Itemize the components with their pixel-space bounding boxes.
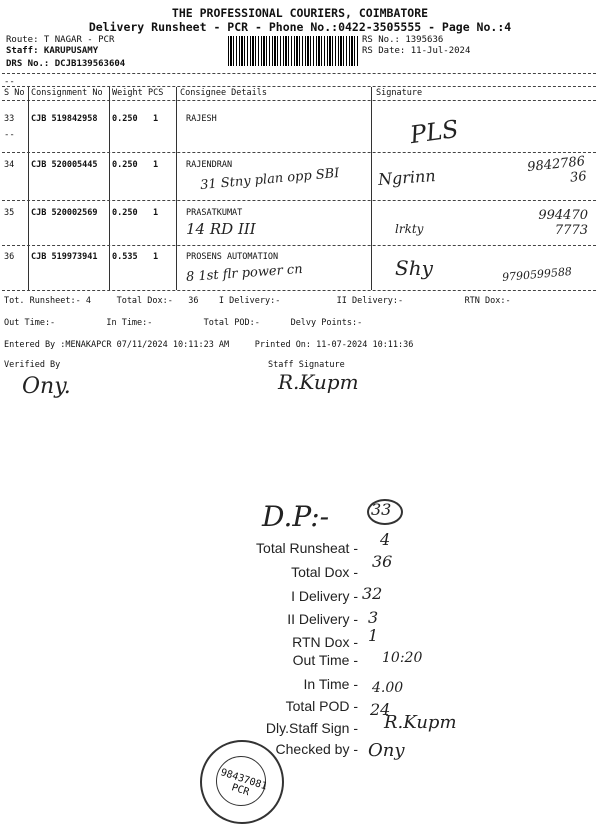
summary-label: In Time -: [303, 676, 358, 692]
row-weight: 0.250: [112, 160, 138, 170]
row-weight: 0.535: [112, 252, 138, 262]
summary-value: Ony: [368, 740, 405, 761]
times-line: Out Time:- In Time:- Total POD:- Delvy Points:-: [4, 318, 363, 328]
row-sno: 36: [4, 252, 15, 262]
grid-line: [28, 87, 29, 290]
summary-value: 3: [368, 608, 379, 627]
divider: [2, 245, 596, 246]
header-signature: Signature: [376, 88, 423, 98]
row-consignee: RAJENDRAN: [186, 160, 233, 170]
staff-text: Staff: KARUPUSAMY: [6, 46, 99, 56]
row-sno: 35: [4, 208, 15, 218]
row-signature: lrkty: [395, 222, 424, 236]
barcode: [228, 36, 358, 66]
header-consignee: Consignee Details: [180, 88, 267, 98]
row-sno: 33: [4, 114, 15, 124]
verified-signature: Ony.: [22, 374, 71, 399]
divider: [2, 290, 596, 291]
row-consignment: CJB 519842958: [31, 114, 98, 124]
stamp-text: 98437081 PCR: [219, 767, 269, 799]
summary-value: 10:20: [382, 650, 423, 666]
summary-label: Checked by -: [275, 741, 358, 757]
summary-label: RTN Dox -: [292, 634, 358, 650]
summary-value: 4.00: [372, 680, 404, 696]
row-pcs: 1: [153, 160, 159, 170]
row-weight: 0.250: [112, 114, 138, 124]
row-sno: 34: [4, 160, 15, 170]
row-address-handwritten: 8 1st flr power cn: [185, 261, 304, 286]
route-text: Route: T NAGAR - PCR: [6, 35, 115, 45]
company-title: THE PROFESSIONAL COURIERS, COIMBATORE: [171, 6, 429, 20]
dp-value: 33: [371, 500, 392, 519]
rs-date: RS Date: 11-Jul-2024: [362, 46, 471, 56]
summary-label: Out Time -: [292, 652, 358, 668]
summary-label: Total POD -: [285, 698, 358, 714]
grid-line: [109, 87, 110, 290]
row-consignment: CJB 519973941: [31, 252, 98, 262]
summary-value: 24: [370, 700, 391, 719]
summary-label: I Delivery -: [291, 588, 358, 604]
dp-label: D.P:-: [262, 500, 330, 533]
staff-signature-handwritten: R.Kupm: [278, 370, 359, 394]
summary-label: Total Runsheat -: [256, 540, 358, 556]
summary-label: II Delivery -: [287, 611, 358, 627]
summary-value: 32: [362, 584, 383, 603]
summary-label: Dly.Staff Sign -: [265, 720, 358, 736]
row-phone-handwritten: 994470 7773: [538, 208, 588, 238]
row-pcs: 1: [153, 208, 159, 218]
totals-line: Tot. Runsheet:- 4 Total Dox:- 36 I Delivery:- II Delivery:- RTN Dox:-: [4, 296, 511, 306]
header-pcs: PCS: [148, 88, 164, 98]
row-address-handwritten: 14 RD III: [186, 220, 256, 238]
row-signature: Ngrinn: [377, 166, 437, 189]
grid-line: [176, 87, 177, 290]
summary-value: 36: [372, 552, 393, 571]
divider: [2, 200, 596, 201]
row-consignee: RAJESH: [186, 114, 217, 124]
row-consignment: CJB 520005445: [31, 160, 98, 170]
verified-by-label: Verified By: [4, 360, 61, 370]
staff-signature-label: Staff Signature: [268, 360, 345, 370]
header-consignment: Consignment No: [31, 88, 103, 98]
row-pcs: 1: [153, 252, 159, 262]
drs-text: DRS No.: DCJB139563604: [6, 59, 126, 69]
divider-marks: --: [4, 77, 15, 87]
row-consignee: PRASATKUMAT: [186, 208, 243, 218]
entered-line: Entered By :MENAKAPCR 07/11/2024 10:11:23 AM Printed On: 11-07-2024 10:11:36: [4, 340, 414, 350]
runsheet-subtitle: Delivery Runsheet - PCR - Phone No.:0422-3505555 - Page No.:4: [88, 20, 512, 34]
row-phone-handwritten: 9842786 36: [526, 154, 588, 186]
divider: [2, 152, 596, 153]
divider: [2, 73, 596, 74]
summary-value: 4: [380, 530, 391, 549]
row-consignment: CJB 520002569: [31, 208, 98, 218]
header-weight: Weight: [112, 88, 143, 98]
divider-marks: --: [4, 130, 15, 140]
row-phone-handwritten: 9790599588: [501, 264, 573, 285]
rs-number: RS No.: 1395636: [362, 35, 444, 45]
divider: [2, 86, 596, 87]
row-weight: 0.250: [112, 208, 138, 218]
summary-value: R.Kupm: [384, 712, 457, 733]
summary-value: 1: [368, 626, 379, 645]
row-signature: Shy: [395, 256, 433, 280]
row-pcs: 1: [153, 114, 159, 124]
summary-label: Total Dox -: [291, 564, 358, 580]
divider: [2, 100, 596, 101]
row-signature: PLS: [408, 114, 461, 150]
grid-line: [371, 87, 372, 290]
row-address-handwritten: 31 Stny plan opp SBI: [199, 165, 340, 194]
row-consignee: PROSENS AUTOMATION: [186, 252, 279, 262]
office-stamp: [200, 740, 284, 824]
header-sno: S No: [4, 88, 25, 98]
